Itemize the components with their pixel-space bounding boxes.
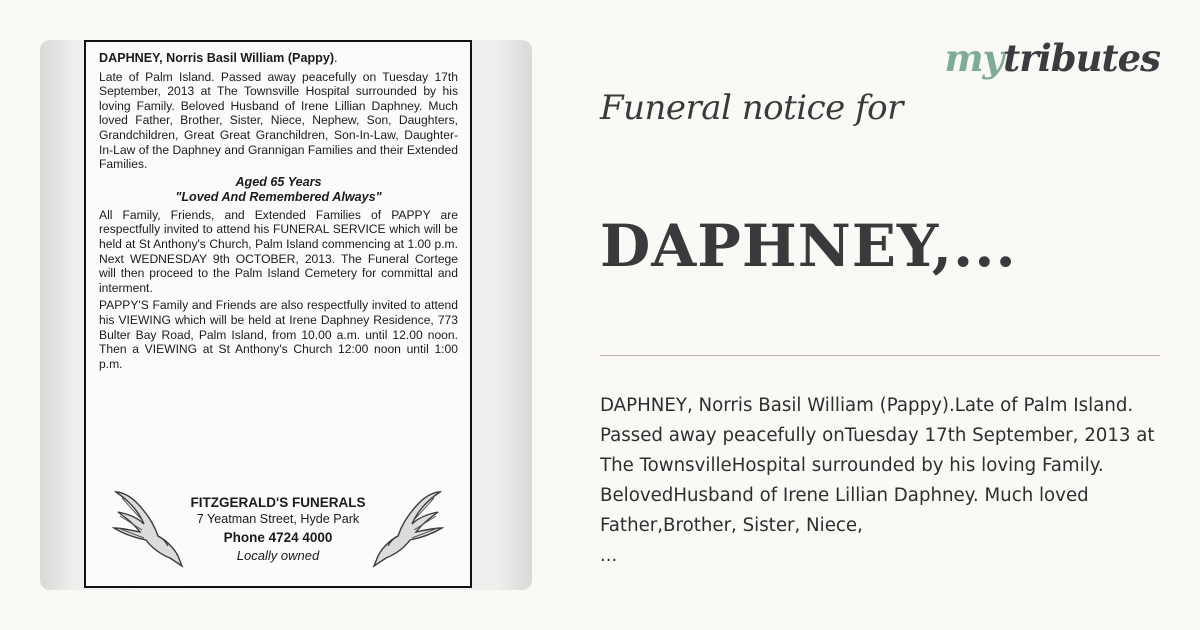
notice-paragraph-1: Late of Palm Island. Passed away peacefully on Tuesday 17th September, 2013 at The Townsville Hospital surrounded by his loving Family. Beloved Husband of Irene Lillian Daphney. Much loved Father, Brother, Sister, Niece, Nephew, Son, Daughters, Grandchildren, Great Great Granchildren, Son-In-Law, Daughter-In-Law of the Daphney and Grannigan Families and their Extended Families. (99, 69, 458, 172)
deceased-name-heading: DAPHNEY,... (600, 212, 1017, 280)
advert-company: FITZGERALD'S FUNERALS (190, 495, 366, 510)
notice-paragraph-2: All Family, Friends, and Extended Families of PAPPY are respectfully invited to attend his FUNERAL SERVICE which will be held at St Anthony's Church, Palm Island commencing at 1.00 p.m. Next WEDNESDAY 9th OCTOBER, 2013. The Funeral Cortege will then proceed to the Palm Island Cemetery for committal and interment. (99, 207, 458, 295)
notice-headline (99, 51, 458, 66)
mytributes-logo[interactable] (944, 36, 1160, 80)
advert-address: 7 Yeatman Street, Hyde Park (196, 512, 360, 526)
advert-tagline: Locally owned (236, 548, 320, 563)
notice-quote: "Loved And Remembered Always" (175, 189, 382, 204)
advert-text (166, 494, 390, 564)
dove-icon (370, 488, 448, 570)
advert-phone: Phone 4724 4000 (223, 530, 333, 545)
notice-headline-period: . (334, 51, 338, 65)
notice-headline-name: DAPHNEY, Norris Basil William (Pappy) (99, 51, 335, 65)
divider (600, 355, 1160, 356)
excerpt-ellipsis: ... (600, 545, 618, 566)
funeral-director-advert (86, 482, 470, 582)
notice-age: Aged 65 Years (235, 174, 322, 189)
notice-paragraph-3: PAPPY'S Family and Friends are also respectfully invited to attend his VIEWING which will be held at Irene Daphney Residence, 773 Bulter Bay Road, Palm Island, from 10.00 a.m. until 12.00 noon. Then a VIEWING at St Anthony's Church 12:00 noon until 1:00 p.m. (99, 298, 458, 371)
notice-type-heading: Funeral notice for (600, 88, 903, 128)
notice-image (40, 40, 532, 590)
logo-suffix: tributes (1003, 36, 1160, 80)
newspaper-clipping (84, 40, 472, 588)
logo-prefix: my (944, 36, 1004, 80)
notice-excerpt: DAPHNEY, Norris Basil William (Pappy).Late of Palm Island. Passed away peacefully onTuesday 17th September, 2013 at The TownsvilleHospital surrounded by his loving Family. BelovedHusband of Irene Lillian Daphney. Much loved Father,Brother, Sister, Niece, (600, 395, 1155, 536)
